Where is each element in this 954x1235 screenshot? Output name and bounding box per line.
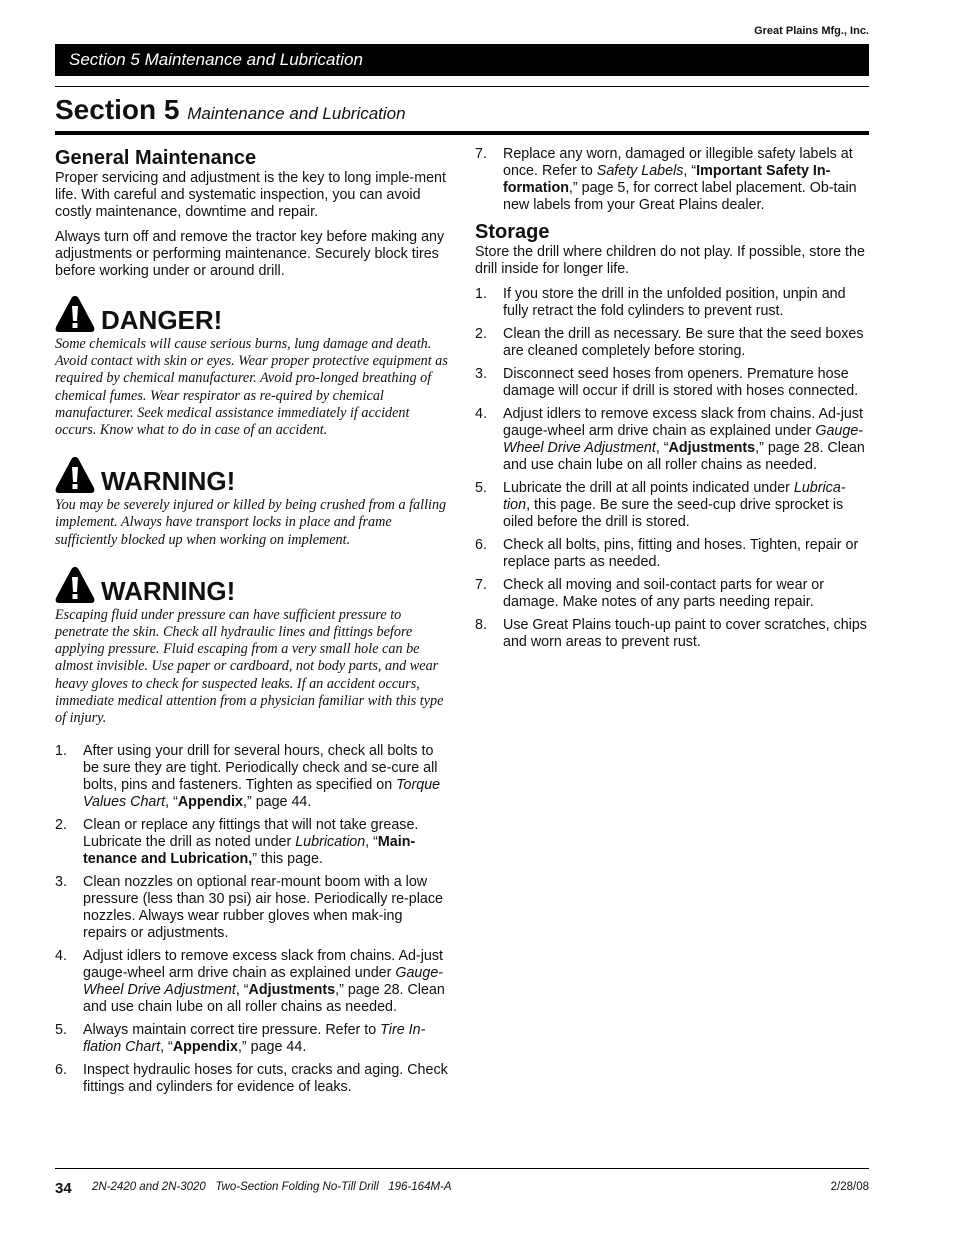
list-item-text: Check all bolts, pins, fitting and hoses. Tighten, repair or replace parts as needed. bbox=[503, 537, 859, 570]
list-item-text: Always maintain correct tire pressure. Refer to Tire In-flation Chart, “Appendix,” page 44. bbox=[83, 1022, 426, 1056]
list-item-text: After using your drill for several hours, check all bolts to be sure they are tight. Periodically check and se-cure all bolts, pins and fasteners. Tighten as specified on Torque Values Chart, “Appendix,” page 44. bbox=[83, 743, 441, 811]
list-item-text: Adjust idlers to remove excess slack from chains. Ad-just gauge-wheel arm drive chain as explained under Gauge-Wheel Drive Adjustment, “Adjustments,” page 28. Clean and use chain lube on all roller chains as needed. bbox=[503, 406, 865, 473]
warning-triangle-icon bbox=[55, 566, 95, 604]
page-number: 34 bbox=[55, 1180, 72, 1197]
warning-triangle-icon bbox=[55, 456, 95, 494]
list-item bbox=[475, 286, 870, 320]
list-item-text: Adjust idlers to remove excess slack from chains. Ad-just gauge-wheel arm drive chain as explained under Gauge-Wheel Drive Adjustment, “Adjustments,” page 28. Clean and use chain lube on all roller chains as needed. bbox=[83, 948, 445, 1016]
alert-body: Escaping fluid under pressure can have sufficient pressure to penetrate the skin. Check all hydraulic lines and fittings before applying pressure. Fluid escaping from a very small hole can be almost invisible. Use paper or cardboard, not body parts, and wear heavy gloves to check for suspected leaks. If an accident occurs, immediate medical attention from a physician familiar with this type of injury. bbox=[55, 606, 444, 727]
page-title bbox=[55, 93, 406, 131]
list-item bbox=[55, 743, 448, 811]
list-item bbox=[475, 406, 870, 474]
title-rule bbox=[55, 131, 869, 135]
title-main: Section 5 bbox=[55, 94, 180, 125]
list-item-number: 8. bbox=[475, 617, 487, 633]
storage-intro: Store the drill where children do not play. If possible, store the drill inside for longer life. bbox=[475, 244, 865, 277]
list-item bbox=[475, 617, 870, 651]
list-item-number: 5. bbox=[475, 480, 487, 496]
divider bbox=[55, 86, 869, 87]
general-maintenance-heading: General Maintenance bbox=[55, 147, 257, 169]
alert-block bbox=[55, 294, 448, 439]
list-item-number: 4. bbox=[475, 406, 487, 422]
safety-paragraph: Always turn off and remove the tractor key before making any adjustments or performing maintenance. Securely block tires before working under or around drill. bbox=[55, 229, 445, 279]
list-item-number: 3. bbox=[475, 366, 487, 382]
list-item-number: 2. bbox=[55, 817, 67, 834]
alert-header bbox=[55, 294, 448, 334]
list-item-text: Clean the drill as necessary. Be sure that the seed boxes are cleaned completely before storing. bbox=[503, 326, 864, 359]
list-item-text: Lubricate the drill at all points indicated under Lubrica-tion, this page. Be sure the seed-cup drive sprocket is oiled before the drill is stored. bbox=[503, 480, 846, 530]
section-bar: Section 5 Maintenance and Lubrication bbox=[55, 44, 869, 76]
intro-paragraph: Proper servicing and adjustment is the key to long imple-ment life. With careful and systematic inspection, you can avoid costly maintenance, downtime and repair. bbox=[55, 170, 446, 220]
list-item bbox=[55, 1022, 448, 1056]
list-item bbox=[475, 537, 870, 571]
list-item-text: Clean nozzles on optional rear-mount boom with a low pressure (less than 30 psi) air hose. Periodically re-place nozzles. Always wear rubber gloves when mak-ing repairs or adjustments. bbox=[83, 874, 443, 942]
company-name: Great Plains Mfg., Inc. bbox=[754, 25, 869, 37]
document-id: 2N-2420 and 2N-3020 Two-Section Folding No-Till Drill 196-164M-A bbox=[92, 1181, 452, 1193]
list-item-text: Inspect hydraulic hoses for cuts, cracks and aging. Check fittings and cylinders for evidence of leaks. bbox=[83, 1062, 448, 1096]
list-item-number: 7. bbox=[475, 577, 487, 593]
list-item-number: 6. bbox=[55, 1062, 67, 1079]
maintenance-list bbox=[55, 743, 448, 1096]
list-item bbox=[475, 366, 870, 400]
alert-block bbox=[55, 455, 448, 549]
list-item-text: Clean or replace any fittings that will not take grease. Lubricate the drill as noted under Lubrication, “Main-tenance and Lubrication,” this page. bbox=[83, 817, 419, 868]
list-item bbox=[55, 1062, 448, 1096]
list-item-number: 2. bbox=[475, 326, 487, 342]
list-item-number: 7. bbox=[475, 146, 487, 162]
alert-block bbox=[55, 565, 448, 727]
list-item-number: 1. bbox=[55, 743, 67, 760]
storage-heading: Storage bbox=[475, 221, 550, 243]
list-item-number: 5. bbox=[55, 1022, 67, 1039]
list-item bbox=[55, 817, 448, 868]
storage-list bbox=[475, 286, 870, 651]
alert-title: WARNING! bbox=[101, 575, 236, 606]
list-item bbox=[55, 948, 448, 1016]
alert-header bbox=[55, 565, 448, 605]
warning-triangle-icon bbox=[55, 295, 95, 333]
list-item-number: 1. bbox=[475, 286, 487, 302]
list-item-text: Replace any worn, damaged or illegible safety labels at once. Refer to Safety Labels, “Important Safety In-formation,” page 5, for correct label placement. Ob-tain new labels from your Great Plains dealer. bbox=[503, 146, 857, 213]
document-date: 2/28/08 bbox=[830, 1181, 869, 1193]
list-item-number: 3. bbox=[55, 874, 67, 891]
list-item-number: 4. bbox=[55, 948, 67, 965]
title-sub: Maintenance and Lubrication bbox=[187, 104, 406, 123]
right-column bbox=[475, 146, 870, 657]
left-column bbox=[55, 146, 448, 1102]
list-item bbox=[475, 146, 870, 214]
list-item-text: If you store the drill in the unfolded position, unpin and fully retract the fold cylinders to prevent rust. bbox=[503, 286, 846, 319]
list-item-text: Use Great Plains touch-up paint to cover scratches, chips and worn areas to prevent rust. bbox=[503, 617, 867, 650]
list-item bbox=[55, 874, 448, 942]
alert-header bbox=[55, 455, 448, 495]
list-item-number: 6. bbox=[475, 537, 487, 553]
list-item bbox=[475, 577, 870, 611]
maintenance-list-continued bbox=[475, 146, 870, 214]
alerts-container bbox=[55, 294, 448, 727]
list-item-text: Check all moving and soil-contact parts for wear or damage. Make notes of any parts needing repair. bbox=[503, 577, 825, 610]
list-item-text: Disconnect seed hoses from openers. Premature hose damage will occur if drill is stored with hoses connected. bbox=[503, 366, 859, 399]
alert-title: WARNING! bbox=[101, 466, 236, 497]
alert-body: Some chemicals will cause serious burns, lung damage and death. Avoid contact with skin or eyes. Wear proper protective equipment as required by chemical manufacturer. Avoid pro-longed breathing of chemical fumes. Wear respirator as re-quired by chemical manufacturer. Seek medical assistance immediately if accident occurs. Know what to do in case of an accident. bbox=[55, 336, 448, 439]
list-item bbox=[475, 326, 870, 360]
list-item bbox=[475, 480, 870, 531]
alert-title: DANGER! bbox=[101, 305, 223, 335]
footer-rule bbox=[55, 1168, 869, 1169]
alert-body: You may be severely injured or killed by being crushed from a falling implement. Always have transport locks in place and frame sufficiently blocked up when working on implement. bbox=[55, 497, 447, 548]
